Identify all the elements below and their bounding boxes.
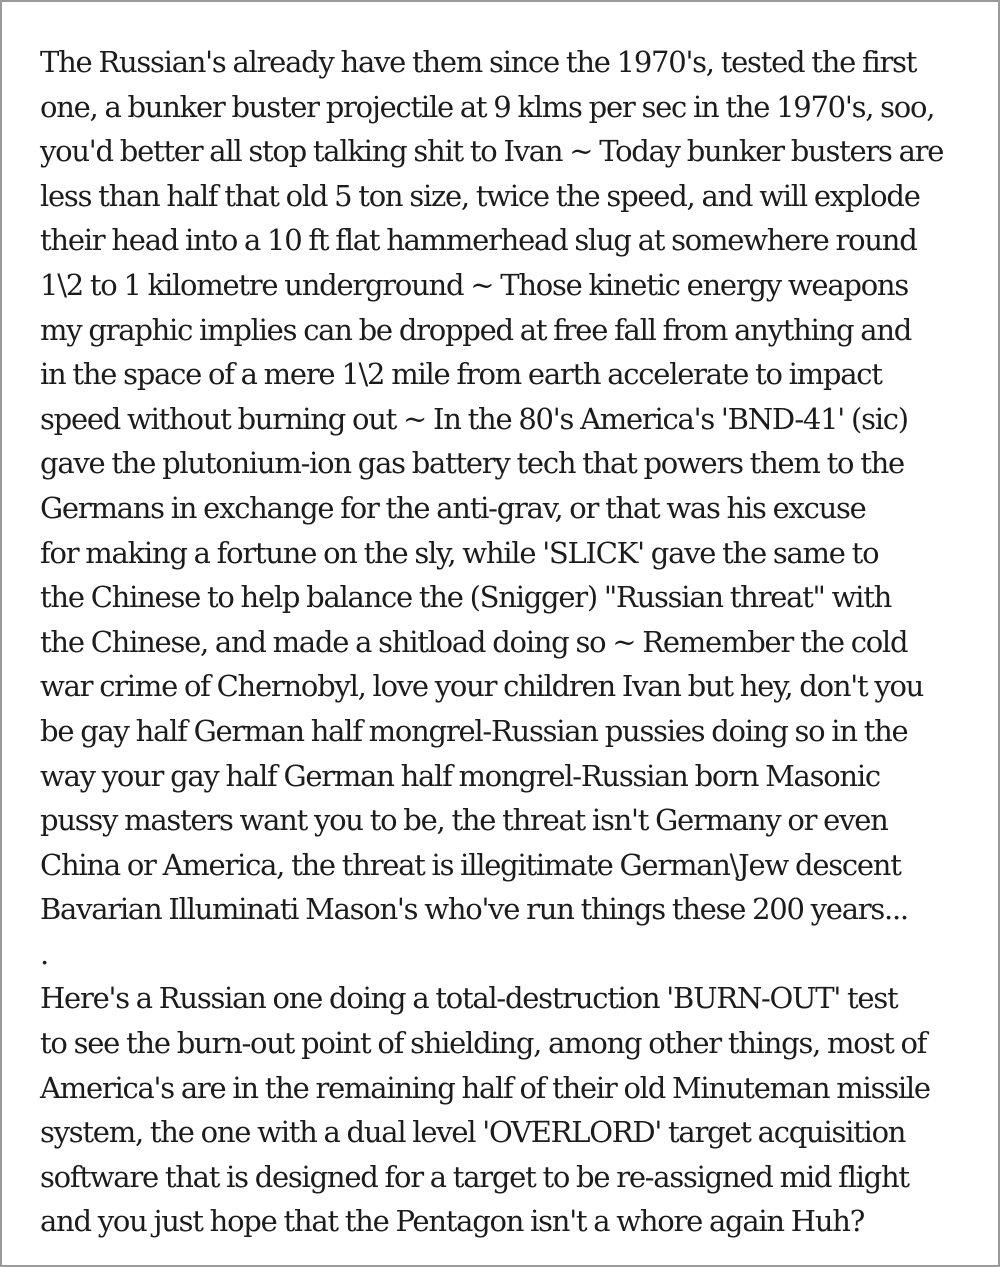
- text-line: be gay half German half mongrel-Russian pussies doing so in the: [40, 713, 908, 748]
- text-line: The Russian's already have them since the 1970's, tested the first: [40, 45, 917, 79]
- text-line: my graphic implies can be dropped at free fall from anything and: [40, 312, 912, 347]
- text-line: pussy masters want you to be, the threat isn't Germany or even: [40, 803, 888, 838]
- text-line: and you just hope that the Pentagon isn't a whore again Huh?: [40, 1204, 865, 1239]
- text-line: to see the burn-out point of shielding, among other things, most of: [40, 1026, 927, 1061]
- text-line: Germans in exchange for the anti-grav, or that was his excuse: [40, 490, 866, 525]
- text-line: China or America, the threat is illegitimate German\Jew descent: [40, 847, 901, 882]
- text-line: gave the plutonium-ion gas battery tech that powers them to the: [40, 446, 904, 481]
- text-line: 1\2 to 1 kilometre underground ~ Those kinetic energy weapons: [40, 267, 908, 302]
- separator-dot: .: [40, 936, 48, 971]
- text-line: software that is designed for a target to be re-assigned mid flight: [40, 1159, 909, 1194]
- text-line: the Chinese, and made a shitload doing so ~ Remember the cold: [40, 624, 908, 659]
- paragraph-1: [40, 40, 990, 932]
- text-line: their head into a 10 ft flat hammerhead slug at somewhere round: [40, 223, 917, 258]
- text-line: for making a fortune on the sly, while 'SLICK' gave the same to: [40, 535, 879, 570]
- text-line: one, a bunker buster projectile at 9 klms per sec in the 1970's, soo,: [40, 89, 935, 124]
- comment-body: [40, 40, 990, 1244]
- text-line: way your gay half German half mongrel-Russian born Masonic: [40, 758, 880, 793]
- text-line: Here's a Russian one doing a total-destruction 'BURN-OUT' test: [40, 981, 898, 1016]
- text-line: Bavarian Illuminati Mason's who've run things these 200 years...: [40, 892, 908, 927]
- text-line: less than half that old 5 ton size, twice the speed, and will explode: [40, 178, 920, 213]
- text-line: war crime of Chernobyl, love your children Ivan but hey, don't you: [40, 669, 924, 704]
- text-line: speed without burning out ~ In the 80's America's 'BND-41' (sic): [40, 401, 908, 436]
- text-line: America's are in the remaining half of their old Minuteman missile: [40, 1070, 930, 1105]
- text-line: you'd better all stop talking shit to Ivan ~ Today bunker busters are: [40, 134, 944, 169]
- text-line: in the space of a mere 1\2 mile from earth accelerate to impact: [40, 357, 882, 392]
- text-line: system, the one with a dual level 'OVERLORD' target acquisition: [40, 1115, 906, 1150]
- text-line: the Chinese to help balance the (Snigger) "Russian threat" with: [40, 580, 892, 615]
- paragraph-2: [40, 976, 990, 1244]
